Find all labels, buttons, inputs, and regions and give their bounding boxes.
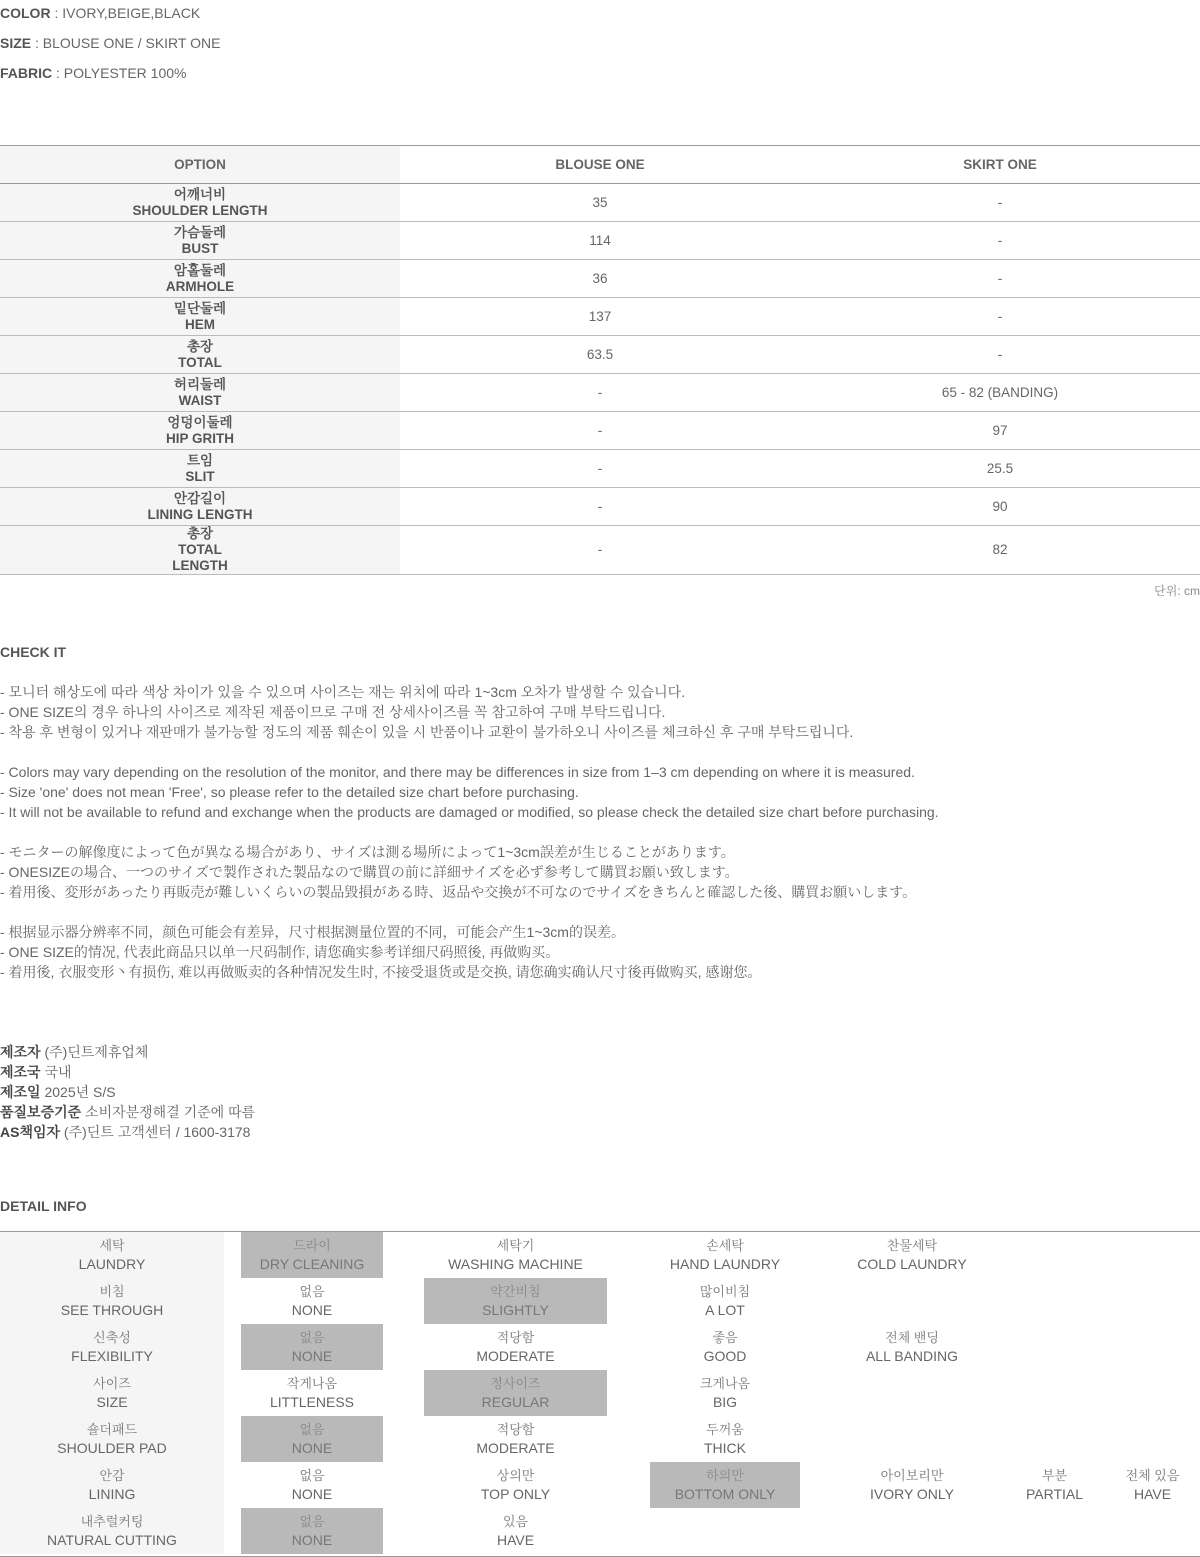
detail-row-label [0,1370,224,1416]
detail-option-ko: 없음 [299,1330,325,1345]
spec-size-label: SIZE [0,35,32,51]
detail-option-en: HAND LAUNDRY [669,1256,781,1272]
header-skirt: SKIRT ONE [800,146,1200,184]
note-ko-3: - 착용 후 변형이 있거나 재판매가 불가능할 정도의 제품 훼손이 있을 시 반품이나 교환이 불가하오니 사이즈를 체크하신 후 구매 부탁드립니다. [0,724,854,740]
detail-option-selected [241,1324,383,1370]
detail-option-en: NONE [291,1532,333,1548]
skirt-value: - [800,222,1200,260]
header-option: OPTION [0,146,400,184]
detail-row-label-en: LAUNDRY [78,1256,146,1272]
row-label-ko: 엉덩이둘레 [167,414,233,430]
maker-line [0,1102,255,1122]
row-label-en: WAIST [178,392,222,408]
detail-row-label-en: NATURAL CUTTING [47,1532,177,1548]
maker-line [0,1042,255,1062]
unit-note: 단위: cm [1154,584,1200,598]
detail-option-en: A LOT [705,1302,745,1318]
table-row [0,488,1200,526]
spec-fabric-value: : POLYESTER 100% [52,65,187,81]
detail-option-selected [241,1416,383,1462]
note-ja-3: - 着用後、変形があったり再販売が難しいくらいの製品毀損がある時、返品や交換が不可なのでサイズをきちんと確認した後、購買お願いします。 [0,884,917,900]
detail-row [0,1232,1200,1278]
detail-row [0,1416,1200,1462]
detail-option-en: HAVE [496,1532,535,1548]
detail-option-en: SLIGHTLY [482,1302,549,1318]
size-table [0,145,1200,575]
detail-info-table [0,1231,1200,1557]
table-row [0,336,1200,374]
detail-option [424,1324,607,1370]
blouse-value: 36 [400,260,800,298]
detail-option [424,1462,607,1508]
detail-row [0,1462,1200,1508]
detail-row-label-ko: 사이즈 [93,1376,131,1391]
detail-row-label [0,1508,224,1554]
check-it-notes [0,682,939,982]
detail-option [241,1370,383,1416]
row-label [0,488,400,526]
size-table-header [0,146,1200,184]
detail-row-label-en: SEE THROUGH [60,1302,164,1318]
maker-line [0,1062,255,1082]
detail-option-ko: 작게나옴 [286,1376,338,1391]
detail-option-ko: 있음 [502,1514,529,1529]
row-label-en: TOTAL [178,354,222,370]
skirt-value: - [800,336,1200,374]
detail-option-en: LITTLENESS [269,1394,355,1410]
detail-option-en: REGULAR [481,1394,550,1410]
row-label-ko: 가슴둘레 [173,224,227,240]
blouse-value: 137 [400,298,800,336]
detail-row-label-ko: 내추럴커팅 [80,1514,144,1529]
detail-option-en: MODERATE [476,1348,555,1364]
detail-option [241,1278,383,1324]
detail-row-label-en: SIZE [96,1394,128,1410]
table-row [0,374,1200,412]
detail-option [241,1462,383,1508]
row-label-ko: 어깨너비 [173,186,227,202]
note-ja-1: - モニターの解像度によって色が異なる場合があり、サイズは測る場所によって1~3cm誤差が生じることがあります。 [0,844,735,860]
detail-row-label-ko: 비침 [99,1284,125,1299]
row-label-ko: 허리둘레 [173,376,227,392]
detail-option [650,1324,800,1370]
detail-option-ko: 약간비침 [490,1284,541,1299]
detail-option-selected [241,1508,383,1554]
note-ja-2: - ONESIZEの場合、一つのサイズで製作された製品なので購買の前に詳細サイズを必ず参考して購買お願い致します。 [0,864,739,880]
detail-option-en: MODERATE [476,1440,555,1456]
note-ko-1: - 모니터 해상도에 따라 색상 차이가 있을 수 있으며 사이즈는 재는 위치에 따라 1~3cm 오차가 발생할 수 있습니다. [0,684,686,700]
table-row [0,298,1200,336]
row-label [0,526,400,575]
row-label [0,222,400,260]
detail-option-ko: 드라이 [293,1238,331,1253]
detail-option-ko: 전체 있음 [1125,1468,1180,1483]
detail-option-en: NONE [291,1440,333,1456]
row-label-ko: 암홀둘레 [173,262,227,278]
detail-info-title: DETAIL INFO [0,1198,87,1214]
maker-line [0,1122,255,1142]
blouse-value: - [400,526,800,575]
detail-option [842,1462,982,1508]
detail-row-label-en: LINING [88,1486,136,1502]
spec-size-value: : BLOUSE ONE / SKIRT ONE [31,35,221,51]
blouse-value: 63.5 [400,336,800,374]
maker-value: 국내 [40,1064,72,1080]
blouse-value: - [400,488,800,526]
detail-option-ko: 하의만 [706,1468,744,1483]
detail-option [650,1232,800,1278]
detail-option-ko: 상의만 [496,1468,535,1483]
detail-option-ko: 아이보리만 [880,1468,944,1483]
detail-row-label-ko: 숄더패드 [86,1422,138,1437]
detail-option [424,1508,607,1554]
detail-row-label-en: FLEXIBILITY [71,1348,153,1364]
row-label [0,412,400,450]
detail-option-en: BIG [712,1394,738,1410]
detail-option [650,1370,800,1416]
detail-option-en: NONE [291,1302,333,1318]
detail-option [650,1416,800,1462]
detail-row [0,1370,1200,1416]
detail-option-selected [241,1232,383,1278]
spec-size [0,35,220,51]
row-label [0,374,400,412]
blouse-value: 35 [400,184,800,222]
detail-option-en: WASHING MACHINE [448,1256,583,1272]
spec-color [0,5,200,21]
detail-row-label [0,1416,224,1462]
blouse-value: - [400,412,800,450]
detail-option-en: DRY CLEANING [259,1256,365,1272]
row-label-en: SHOULDER LENGTH [132,202,268,218]
detail-row-label [0,1232,224,1278]
maker-value: (주)딘트 고객센터 / 1600-3178 [60,1124,251,1140]
detail-option-selected [424,1278,607,1324]
detail-option-selected [650,1462,800,1508]
skirt-value: - [800,298,1200,336]
maker-line [0,1082,255,1102]
header-blouse: BLOUSE ONE [400,146,800,184]
detail-option-ko: 부분 [1041,1468,1068,1483]
row-label [0,298,400,336]
spec-fabric [0,65,186,81]
spec-fabric-label: FABRIC [0,65,53,81]
detail-option-en: THICK [704,1440,746,1456]
detail-option-ko: 없음 [299,1284,325,1299]
detail-option-ko: 정사이즈 [490,1376,541,1391]
note-zh-3: - 着用後, 衣服变形丶有损伤, 难以再做贩卖的各种情况发生时, 不接受退货或是交换, 请您确实确认尺寸後再做购买, 感谢您。 [0,964,762,980]
detail-row [0,1278,1200,1324]
detail-option [842,1232,982,1278]
detail-row [0,1508,1200,1554]
row-label-ko: 총장 [186,338,214,354]
row-label-en: BUST [181,240,219,256]
skirt-value: 82 [800,526,1200,575]
detail-option [842,1324,982,1370]
detail-option-en: GOOD [703,1348,747,1364]
detail-option-ko: 손세탁 [706,1238,744,1253]
maker-value: (주)딘트제휴업체 [40,1044,149,1060]
row-label-ko: 트임 [186,452,214,468]
skirt-value: 65 - 82 (BANDING) [800,374,1200,412]
detail-option-en: PARTIAL [1025,1486,1084,1502]
skirt-value: 90 [800,488,1200,526]
maker-info [0,1042,255,1142]
row-label-en: HEM [185,316,215,332]
detail-option-ko: 좋음 [712,1330,738,1345]
row-label-ko: 안감길이 [173,490,227,506]
detail-option-ko: 적당함 [496,1422,535,1437]
detail-row-label [0,1278,224,1324]
row-label-en: LINING LENGTH [147,506,253,522]
row-label-en: ARMHOLE [165,278,235,294]
maker-label: 품질보증기준 [0,1104,82,1120]
detail-option-ko: 두꺼움 [706,1422,744,1437]
detail-row [0,1324,1200,1370]
note-en-3: - It will not be available to refund and exchange when the products are damaged or modified, so please check the detailed size chart before purchasing. [0,804,939,820]
detail-option-ko: 없음 [299,1468,325,1483]
row-label-ko: 총장 [186,526,214,541]
detail-option [1105,1462,1200,1508]
detail-option-ko: 전체 밴딩 [885,1330,939,1345]
maker-label: 제조자 [0,1044,41,1060]
detail-option-ko: 많이비침 [699,1284,751,1299]
detail-option-ko: 크게나옴 [699,1376,751,1391]
row-label [0,450,400,488]
spec-color-value: : IVORY,BEIGE,BLACK [50,5,201,21]
row-label-ko: 밑단둘레 [173,300,227,316]
detail-option-ko: 세탁기 [496,1238,535,1253]
maker-label: 제조일 [0,1084,41,1100]
detail-option [424,1416,607,1462]
table-row [0,222,1200,260]
detail-row-label-ko: 세탁 [99,1238,125,1253]
row-label-en: HIP GRITH [165,430,234,446]
detail-option-en: NONE [291,1486,333,1502]
detail-row-label-ko: 안감 [99,1468,125,1483]
detail-option [1012,1462,1097,1508]
table-row [0,526,1200,575]
blouse-value: 114 [400,222,800,260]
maker-label: 제조국 [0,1064,41,1080]
row-label [0,260,400,298]
note-ko-2: - ONE SIZE의 경우 하나의 사이즈로 제작된 제품이므로 구매 전 상세사이즈를 꼭 참고하여 구매 부탁드립니다. [0,704,666,720]
detail-option-ko: 없음 [299,1422,325,1437]
detail-option-en: NONE [291,1348,333,1364]
detail-option-ko: 없음 [299,1514,325,1529]
table-row [0,412,1200,450]
detail-row-label [0,1324,224,1370]
table-row [0,450,1200,488]
skirt-value: 97 [800,412,1200,450]
blouse-value: - [400,374,800,412]
table-row [0,260,1200,298]
detail-row-label-ko: 신축성 [93,1330,131,1345]
skirt-value: 25.5 [800,450,1200,488]
detail-row-label [0,1462,224,1508]
skirt-value: - [800,184,1200,222]
detail-option-selected [424,1370,607,1416]
detail-option [424,1232,607,1278]
row-label-en: SLIT [185,468,215,484]
detail-option [650,1278,800,1324]
skirt-value: - [800,260,1200,298]
detail-option-en: TOP ONLY [480,1486,551,1502]
blouse-value: - [400,450,800,488]
detail-option-ko: 적당함 [496,1330,535,1345]
spec-color-label: COLOR [0,5,51,21]
row-label [0,184,400,222]
detail-row-label-en: SHOULDER PAD [57,1440,167,1456]
detail-option-en: IVORY ONLY [869,1486,955,1502]
detail-option-en: HAVE [1133,1486,1172,1502]
row-label [0,336,400,374]
detail-option-en: COLD LAUNDRY [857,1256,967,1272]
note-en-2: - Size 'one' does not mean 'Free', so please refer to the detailed size chart before purchasing. [0,784,579,800]
note-en-1: - Colors may vary depending on the resolution of the monitor, and there may be differences in size from 1–3 cm depending on where it is measured. [0,764,915,780]
row-label-en2: LENGTH [172,558,228,573]
row-label-en: TOTAL [178,542,222,557]
table-row [0,184,1200,222]
check-it-title: CHECK IT [0,644,67,660]
maker-value: 2025년 S/S [40,1084,116,1100]
detail-option-en: ALL BANDING [865,1348,959,1364]
note-zh-2: - ONE SIZE的情况, 代表此商品只以单一尺码制作, 请您确实参考详细尺码照後, 再做购买。 [0,944,560,960]
detail-option-ko: 찬물세탁 [886,1238,938,1253]
detail-option-en: BOTTOM ONLY [674,1486,776,1502]
note-zh-1: - 根据显示器分辨率不同，颜色可能会有差异，尺寸根据测量位置的不同，可能会产生1~3cm的误差。 [0,924,625,940]
maker-value: 소비자분쟁해결 기준에 따름 [81,1104,256,1120]
maker-label: AS책임자 [0,1124,61,1140]
